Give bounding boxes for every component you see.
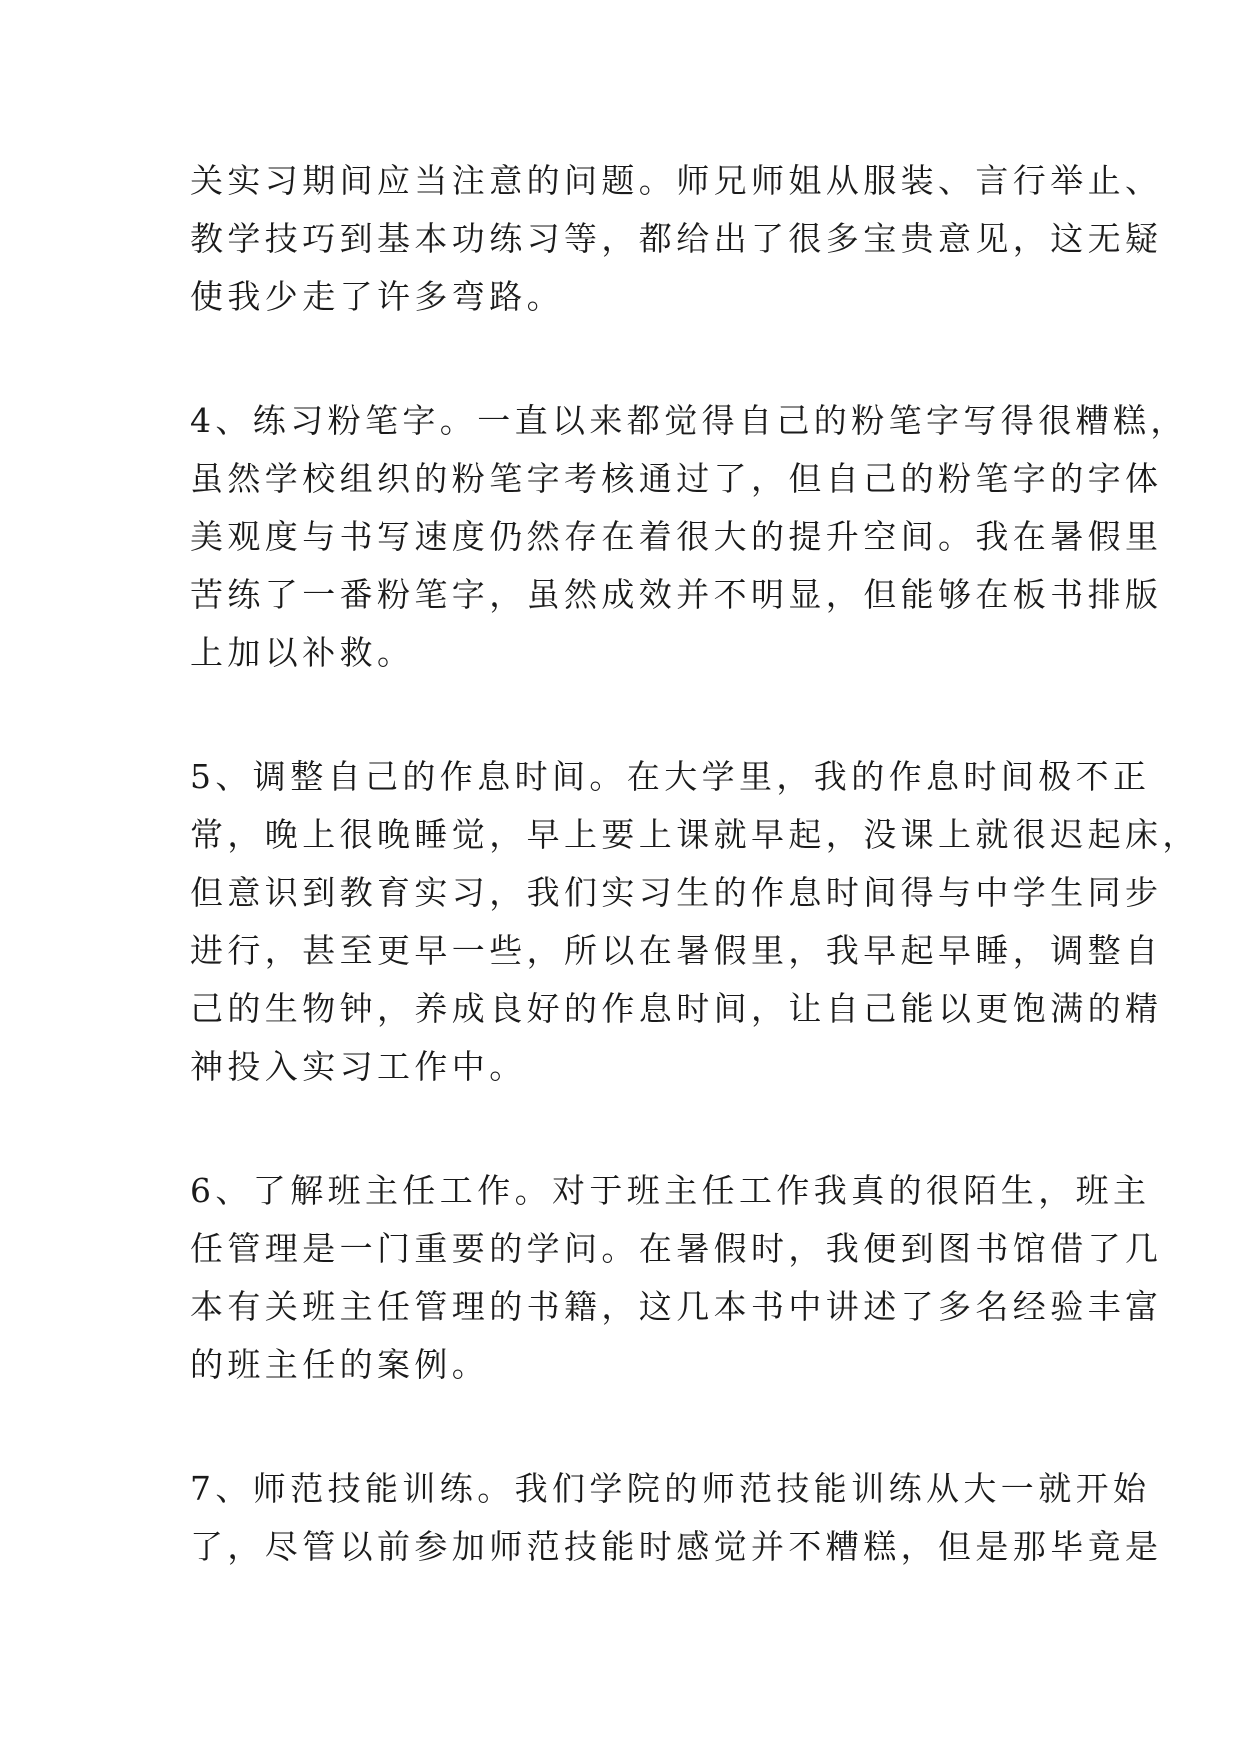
paragraph-internship-issues (190, 152, 1163, 326)
text-line: 的班主任的案例。 (190, 1345, 490, 1384)
paragraph-teaching-skills (190, 1460, 1163, 1576)
paragraph-schedule (190, 748, 1200, 1096)
text-line: 了，尽管以前参加师范技能时感觉并不糟糕，但是那毕竟是 (190, 1527, 1163, 1566)
text-line: 虽然学校组织的粉笔字考核通过了，但自己的粉笔字的字体 (190, 459, 1163, 498)
text-line: 使我少走了许多弯路。 (190, 277, 564, 316)
text-line: 苦练了一番粉笔字，虽然成效并不明显，但能够在板书排版 (190, 575, 1163, 614)
text-line: 常，晚上很晚睡觉，早上要上课就早起，没课上就很迟起床， (190, 815, 1200, 854)
text-line: 神投入实习工作中。 (190, 1047, 527, 1086)
text-line: 6、了解班主任工作。对于班主任工作我真的很陌生，班主 (190, 1171, 1151, 1210)
text-line: 己的生物钟，养成良好的作息时间，让自己能以更饱满的精 (190, 989, 1163, 1028)
text-line: 教学技巧到基本功练习等，都给出了很多宝贵意见，这无疑 (190, 219, 1163, 258)
text-line: 任管理是一门重要的学问。在暑假时，我便到图书馆借了几 (190, 1229, 1163, 1268)
text-line: 本有关班主任管理的书籍，这几本书中讲述了多名经验丰富 (190, 1287, 1163, 1326)
text-line: 7、师范技能训练。我们学院的师范技能训练从大一就开始 (190, 1469, 1151, 1508)
text-line: 美观度与书写速度仍然存在着很大的提升空间。我在暑假里 (190, 517, 1163, 556)
text-line: 进行，甚至更早一些，所以在暑假里，我早起早睡，调整自 (190, 931, 1163, 970)
paragraph-chalk-writing (190, 392, 1188, 682)
text-line: 上加以补救。 (190, 633, 415, 672)
text-line: 但意识到教育实习，我们实习生的作息时间得与中学生同步 (190, 873, 1163, 912)
paragraph-head-teacher (190, 1162, 1163, 1394)
text-line: 5、调整自己的作息时间。在大学里，我的作息时间极不正 (190, 757, 1151, 796)
text-line: 4、练习粉笔字。一直以来都觉得自己的粉笔字写得很糟糕， (190, 401, 1188, 440)
text-line: 关实习期间应当注意的问题。师兄师姐从服装、言行举止、 (190, 161, 1163, 200)
